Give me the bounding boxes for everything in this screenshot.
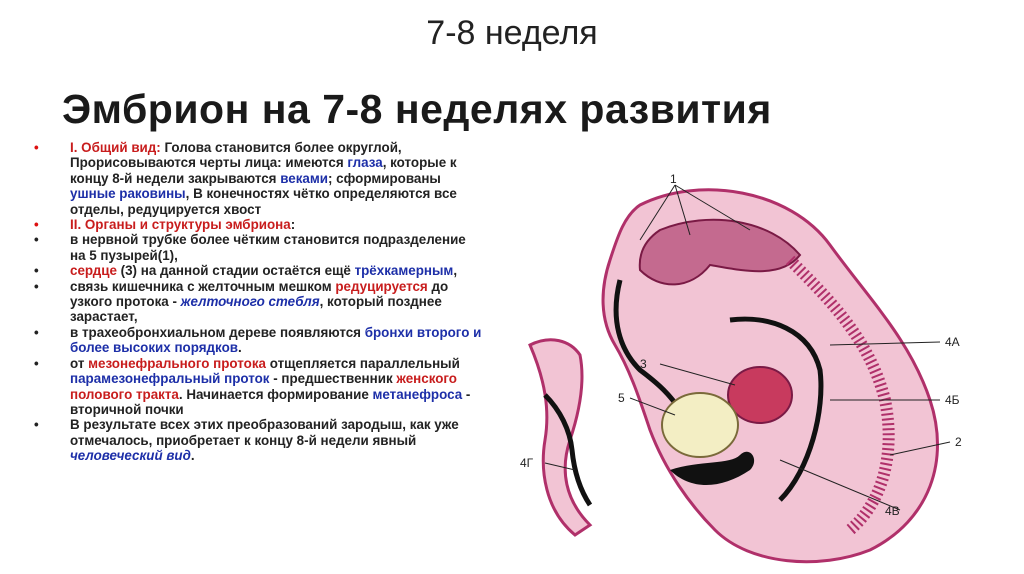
text: , которые к концу 8-й недели закрываются [70, 155, 457, 186]
label-3: 3 [640, 357, 647, 371]
text: (3) на данной стадии остаётся ещё [116, 263, 355, 279]
section1-colon: : [156, 140, 165, 155]
text: , который позднее зарастает, [70, 294, 442, 325]
text: - вторичной почки [70, 386, 471, 417]
bullet: • [34, 324, 39, 340]
term-female-tract: женского полового тракта [70, 371, 457, 402]
text: - предшественник [269, 371, 397, 387]
section2-label: II. Органы и структуры эмбриона [70, 217, 291, 233]
term-ears: ушные раковины [70, 186, 186, 202]
bullet: • [34, 355, 39, 371]
yolk-stalk [530, 340, 590, 535]
term-bronchi: бронхи второго и более высоких порядков [70, 324, 482, 356]
bullet: • [34, 263, 39, 279]
text: связь кишечника с желточным мешком [70, 278, 336, 294]
list-item-trachea [34, 325, 484, 356]
text: отщепляется параллельный [266, 355, 460, 371]
label-4v: 4В [885, 504, 900, 518]
heart [728, 367, 792, 423]
label-1: 1 [670, 172, 677, 186]
bullet: • [34, 232, 39, 248]
text-column [34, 140, 484, 464]
term-eyes: глаза [347, 155, 383, 171]
text: . [237, 340, 242, 356]
term-metanephros: метанефроса [372, 386, 463, 402]
slide-title: 7-8 неделя [426, 14, 598, 52]
label-4b: 4Б [945, 393, 960, 407]
bullet: • [34, 217, 39, 233]
bullet: • [34, 140, 39, 155]
text: . [190, 448, 195, 464]
embryo-diagram [490, 170, 1000, 570]
text: В результате всех этих преобразований зародыш, как уже отмечалось, приобретает к концу 8-й недели явный [70, 417, 459, 448]
text: ; сформированы [328, 170, 441, 186]
section2-heading [34, 217, 484, 232]
list-item-result [34, 417, 484, 463]
term-paramesonephric-duct: парамезонефральный проток [70, 371, 270, 387]
section1-paragraph [34, 140, 484, 217]
text: до узкого протока - [70, 278, 449, 310]
list-item-neural-tube [34, 232, 484, 263]
term-heart: сердце [70, 263, 117, 279]
text: становится более округлой, Прорисовываются черты лица: имеются [70, 140, 402, 171]
label-5: 5 [618, 391, 625, 405]
text: в нервной трубке более чётким становится подразделение на 5 пузырей(1), [70, 232, 466, 263]
label-4a: 4А [945, 335, 960, 349]
list-item-gut [34, 279, 484, 325]
text: Голова [164, 140, 212, 155]
section2-colon: : [290, 217, 296, 233]
term-yolk-stalk: желточного стебля [180, 294, 320, 310]
term-eyelids: веками [280, 170, 328, 186]
list-item-heart [34, 263, 484, 278]
text: , [453, 263, 458, 279]
bullet: • [34, 417, 39, 433]
section1-label: I. Общий вид [70, 140, 157, 155]
page-heading: Эмбрион на 7-8 неделях развития [62, 86, 772, 132]
label-2: 2 [955, 435, 962, 449]
term-mesonephric-duct: мезонефрального протока [88, 355, 266, 371]
label-4g: 4Г [520, 456, 534, 470]
term-human-appearance: человеческий вид [70, 448, 191, 464]
text: в трахеобронхиальном дереве появляются [70, 324, 365, 340]
bullet: • [34, 278, 39, 294]
term-reduced: редуцируется [335, 278, 428, 294]
embryo-body [530, 190, 938, 562]
text: . Начинается формирование [178, 386, 373, 402]
list-item-mesonephros [34, 356, 484, 418]
liver [662, 393, 738, 457]
term-three-chambered: трёхкамерным [354, 263, 454, 279]
text: , В конечностях чётко определяются все отделы, редуцируется хвост [70, 186, 457, 217]
text: от [70, 355, 89, 371]
